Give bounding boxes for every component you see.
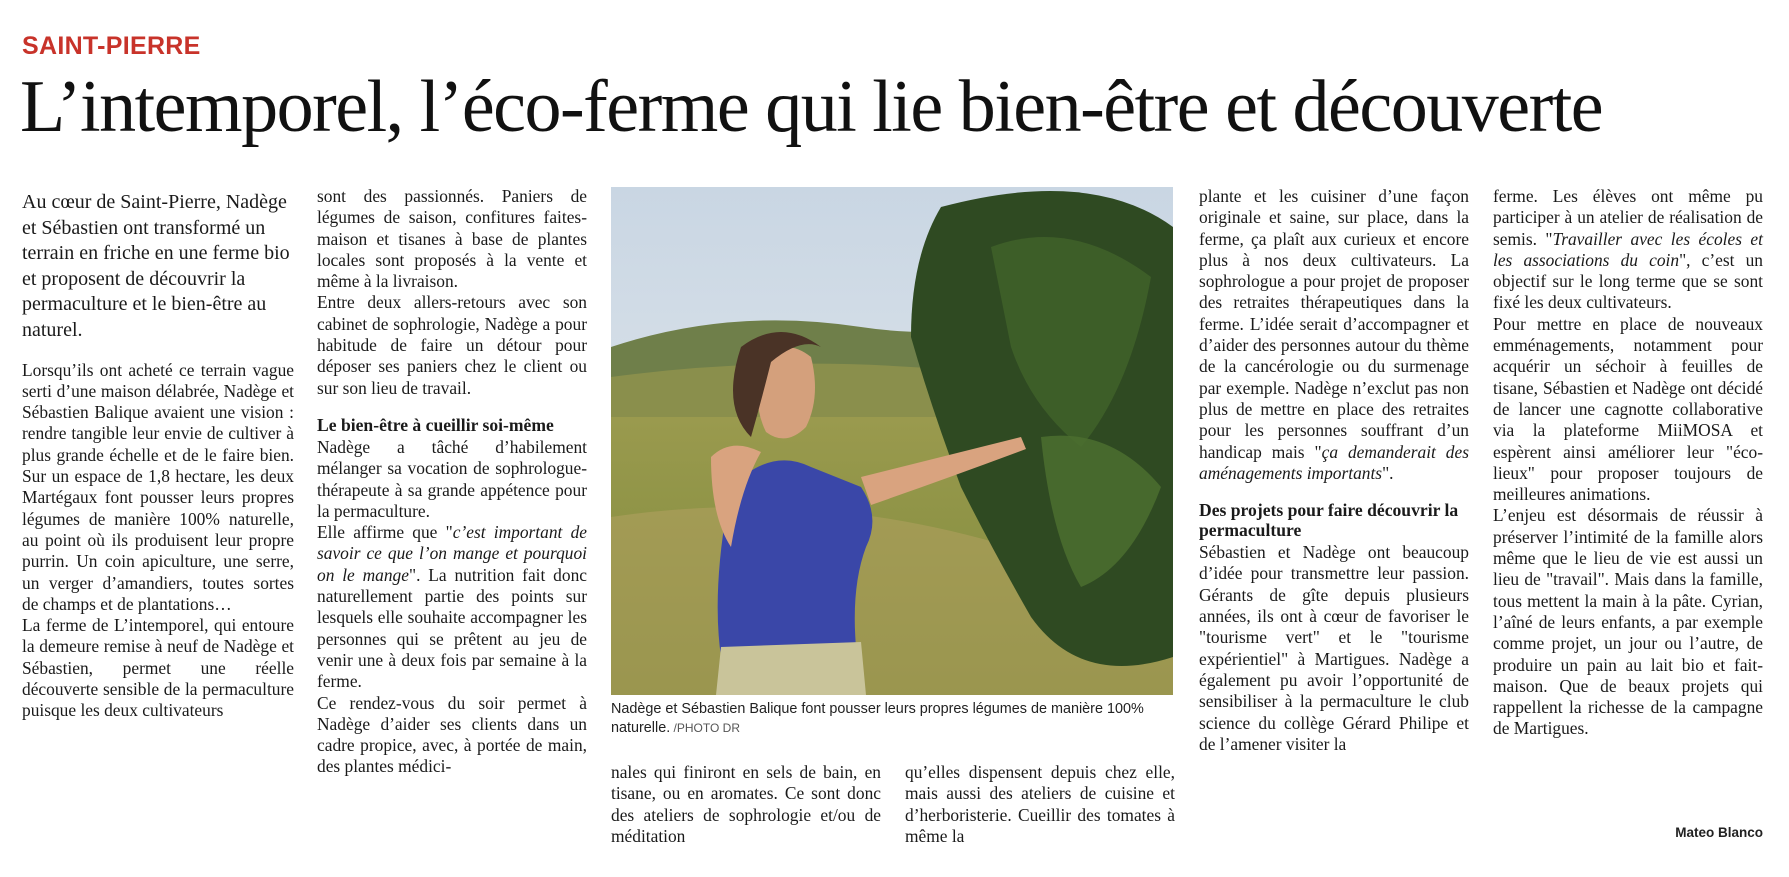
text-run: ", c’est un objectif sur le long terme que se sont fixé les deux cultivateurs.	[1493, 249, 1763, 313]
quote: ça demanderait des aménagements importants	[1199, 441, 1469, 483]
section-kicker: SAINT-PIERRE	[22, 32, 201, 60]
paragraph: sont des passionnés. Paniers de légumes de saison, confitures faites-maison et tisanes à base de plantes locales sont proposés à la vente et même à la livraison.	[317, 186, 587, 292]
paragraph: Entre deux allers-retours avec son cabinet de sophrologie, Nadège a pour habitude de faire un détour pour déposer ses paniers chez le client ou sur son lieu de travail.	[317, 292, 587, 398]
article-headline: L’intemporel, l’éco-ferme qui lie bien-être et découverte	[20, 66, 1603, 148]
article-photo	[611, 187, 1173, 695]
quote: c’est important de savoir ce que l’on mange et pourquoi on le mange	[317, 522, 587, 585]
paragraph: qu’elles dispensent depuis chez elle, mais aussi des ateliers de cuisine et d’herboristerie. Cueillir des tomates à même la	[905, 762, 1175, 846]
column-3b	[905, 762, 1175, 847]
paragraph: Ce rendez-vous du soir permet à Nadège d’aider ses clients dans un cadre propice, avec, à portée de main, des plantes médici-	[317, 692, 587, 777]
paragraph: Nadège a tâché d’habilement mélanger sa vocation de sophrologue-thérapeute à sa grande appétence pour la permaculture.	[317, 436, 587, 521]
paragraph: La ferme de L’intemporel, qui entoure la demeure remise à neuf de Nadège et Sébastien, permet une réelle découverte sensible de la permaculture puisque les deux cultivateurs	[22, 615, 294, 721]
column-3a	[611, 762, 881, 847]
paragraph: Lorsqu’ils ont acheté ce terrain vague serti d’une maison délabrée, Nadège et Sébastien Balique avaient une vision : rendre tangible leur envie de cultiver à plus grande échelle et de le faire bien. Sur un espace de 1,8 hectare, les deux Martégaux font pousser leurs propres légumes de manière 100% naturelle, au point où ils produisent leur propre purrin. Un coin apiculture, une serre, un verger d’amandiers, toutes sortes de champs et de plantations…	[22, 359, 294, 614]
photo-illustration	[611, 187, 1173, 695]
subheading: Des projets pour faire découvrir la permaculture	[1199, 500, 1459, 541]
paragraph: L’enjeu est désormais de réussir à préserver l’intimité de la famille alors même que le lieu de vie est aussi un lieu de "travail". Mais dans la famille, tous mettent la main à la pâte. Cyrian, l’aîné de leurs enfants, a par exemple comme projet, un jour ou l’autre, de produire un pain au lait bio et fait-maison. Que de beaux projets qui rappellent la richesse de la campagne de Martigues.	[1493, 505, 1763, 739]
text-run: Elle affirme que "	[317, 522, 453, 543]
author-signature: Mateo Blanco	[1675, 825, 1763, 840]
paragraph	[1199, 186, 1469, 484]
paragraph	[317, 522, 587, 692]
text-run: ferme. Les élèves ont même pu participer à un atelier de réalisation de semis. "	[1493, 186, 1763, 249]
paragraph: Pour mettre en place de nouveaux emménagements, notamment pour acquérir un séchoir à feuilles de tisane, Sébastien et Nadège ont décidé de lancer une cagnotte collaborative via la plateforme MiiMOSA et espèrent ainsi améliorer leur "éco-lieux" pour proposer toujours de meilleures animations.	[1493, 313, 1763, 505]
paragraph: nales qui finiront en sels de bain, en tisane, ou en aromates. Ce sont donc des ateliers de sophrologie et/ou de méditation	[611, 762, 881, 846]
subheading: Le bien-être à cueillir soi-même	[317, 414, 554, 435]
text-run: ".	[1382, 462, 1394, 483]
column-1	[22, 190, 294, 722]
quote: Travailler avec les écoles et les associations du coin	[1493, 228, 1763, 270]
photo-credit: /PHOTO DR	[670, 721, 740, 735]
column-4	[1199, 186, 1469, 755]
text-run: plante et les cuisiner d’une façon originale et saine, sur place, dans la ferme, ça plaît aux curieux et encore plus à nos deux cultivateurs. La sophrologue a pour projet de proposer des retraites thérapeutiques dans la ferme. L’idée serait d’accompagner et d’aider des personnes autour du thème de la cancérologie ou du surmenage par exemple. Nadège n’exclut pas non plus de mettre en place des retraites pour les personnes souffrant d’un handicap mais "	[1199, 186, 1469, 462]
photo-caption	[611, 700, 1181, 738]
paragraph: Sébastien et Nadège ont beaucoup d’idée pour transmettre leur passion. Gérants de gîte depuis plusieurs années, ils ont à cœur de favoriser le "tourisme vert" et le "tourisme expérientiel" à Martigues. Nadège a également pu avoir l’opportunité de sensibiliser à la permaculture le club science du collège Gérard Philipe et de l’amener visiter la	[1199, 542, 1469, 754]
column-2	[317, 186, 587, 778]
column-5	[1493, 186, 1763, 740]
caption-text: Nadège et Sébastien Balique font pousser leurs propres légumes de manière 100% naturelle.	[611, 701, 1144, 736]
text-run: ". La nutrition fait donc naturellement partie des points sur lesquels elle souhaite accompagner les personnes qui se prêtent au jeu de venir une à deux fois par semaine à la ferme.	[317, 564, 587, 692]
paragraph	[1493, 186, 1763, 314]
article-lead: Au cœur de Saint-Pierre, Nadège et Sébastien ont transformé un terrain en friche en une ferme bio et proposent de découvrir la permaculture et le bien-être au naturel.	[22, 191, 290, 341]
